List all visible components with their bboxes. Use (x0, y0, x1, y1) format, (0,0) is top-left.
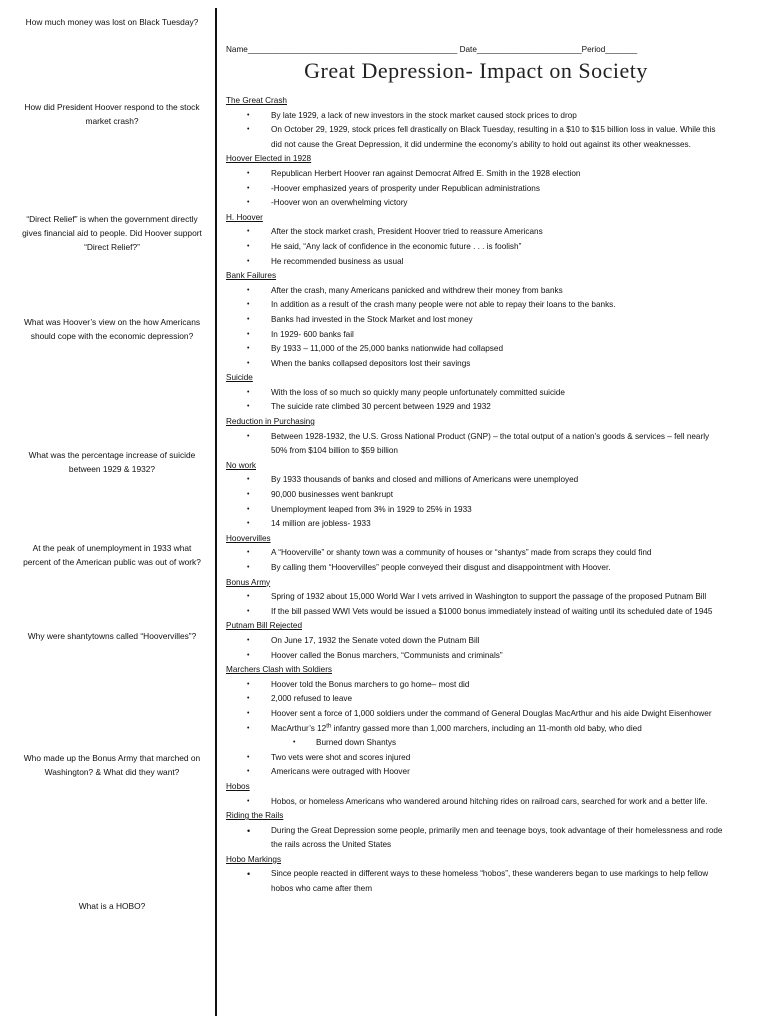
list-item: • By 1933 – 11,000 of the 25,000 banks nationwide had collapsed (226, 342, 726, 357)
questions-column (0, 0, 214, 1024)
list-item: • When the banks collapsed depositors lost their savings (226, 357, 726, 372)
section-riding-rails (226, 809, 726, 853)
section-heading: Putnam Bill Rejected (226, 621, 302, 631)
list-item: • Two vets were shot and scores injured (226, 751, 726, 766)
bullet-icon: • (247, 359, 250, 367)
section-heading: Reduction in Purchasing (226, 417, 315, 427)
bullet-icon: • (247, 680, 250, 688)
bullet-icon: • (247, 301, 250, 309)
section-heading: No work (226, 460, 257, 470)
bullet-icon: • (247, 869, 251, 880)
bullet-icon: • (247, 476, 250, 484)
bullet-icon: • (247, 126, 250, 134)
list-item: • Banks had invested in the Stock Market and lost money (226, 313, 726, 328)
list-item: • On June 17, 1932 the Senate voted down the Putnam Bill (226, 634, 726, 649)
question-4: What was Hoover’s view on the how Americans should cope with the economic depression? (23, 317, 201, 341)
section-hoovervilles (226, 532, 726, 576)
list-item: • In 1929- 600 banks fail (226, 328, 726, 343)
section-heading: H. Hoover (226, 212, 263, 222)
list-item: • Spring of 1932 about 15,000 World War I vets arrived in Washington to support the passage of the proposed Putnam Bill (226, 590, 726, 605)
sub-list-item: • Burned down Shantys (226, 736, 726, 751)
list-item: • -Hoover won an overwhelming victory (226, 196, 726, 211)
bullet-icon: • (247, 651, 250, 659)
macarthur-text: MacArthur’s 12th infantry gassed more than 1,000 marchers, including an 11-month old baby, who died (271, 722, 642, 733)
bullet-icon: • (247, 184, 250, 192)
section-heading: Riding the Rails (226, 811, 284, 821)
question-9: What is a HOBO? (78, 901, 146, 911)
section-hoover-elected (226, 152, 726, 210)
list-item: • 14 million are jobless- 1933 (226, 517, 726, 532)
list-item: • -Hoover emphasized years of prosperity under Republican administrations (226, 182, 726, 197)
section-marchers-clash (226, 663, 726, 780)
bullet-icon: • (247, 242, 250, 250)
page-title: Great Depression- Impact on Society (304, 58, 648, 83)
list-item: • Hoover sent a force of 1,000 soldiers under the command of General Douglas MacArthur and his aide Dwight Eisenhower (226, 707, 726, 722)
question-6: At the peak of unemployment in 1933 what percent of the American public was out of work? (23, 543, 201, 567)
section-great-crash (226, 94, 726, 152)
bullet-icon: • (293, 739, 296, 747)
date-blank[interactable]: _______________________ (476, 45, 582, 54)
list-item: • After the stock market crash, President Hoover tried to reassure Americans (226, 225, 726, 240)
bullet-icon: • (247, 345, 250, 353)
question-2: How did President Hoover respond to the stock market crash? (24, 102, 200, 126)
bullet-icon: • (247, 199, 250, 207)
name-label: Name (226, 45, 248, 54)
bullet-icon: • (247, 825, 251, 836)
period-blank[interactable]: _______ (605, 45, 638, 54)
section-heading: The Great Crash (226, 96, 287, 105)
section-bank-failures (226, 269, 726, 371)
section-heading: Hoovervilles (226, 533, 271, 543)
bullet-icon: • (247, 505, 250, 513)
student-info-line (226, 45, 726, 54)
bullet-icon: • (247, 403, 250, 411)
list-item: • By 1933 thousands of banks and closed and millions of Americans were unemployed (226, 473, 726, 488)
bullet-icon: • (247, 286, 250, 294)
bullet-icon: • (247, 257, 250, 265)
list-item: • Between 1928-1932, the U.S. Gross National Product (GNP) – the total output of a nation’s goods & services – fell nearly 50% from $104 billion to $59 billion (247, 431, 710, 456)
section-bonus-army (226, 576, 726, 620)
column-divider (215, 8, 217, 1016)
question-1: How much money was lost on Black Tuesday? (25, 17, 199, 27)
list-item: • On October 29, 1929, stock prices fell drastically on Black Tuesday, resulting in a $10 to $15 billion loss in value. While this did not cause the Great Depression, it did undermine the economy’s ability to hold out against its other weaknesses. (247, 125, 716, 149)
list-item: • Hoover told the Bonus marchers to go home– most did (226, 678, 726, 693)
bullet-icon: • (247, 520, 250, 528)
question-5: What was the percentage increase of suicide between 1929 & 1932? (28, 450, 196, 474)
bullet-icon: • (247, 709, 250, 717)
list-item: • Americans were outraged with Hoover (226, 765, 726, 780)
bullet-icon: • (247, 724, 250, 732)
list-item: • He recommended business as usual (226, 255, 726, 270)
bullet-icon: • (247, 169, 250, 177)
section-putnam-bill-rejected (226, 619, 726, 663)
list-item: • 90,000 businesses went bankrupt (226, 488, 726, 503)
section-heading: Suicide (226, 373, 253, 383)
list-item: • During the Great Depression some people, primarily men and teenage boys, took advantage of their homelessness and rode the rails across the United States (247, 825, 723, 850)
question-3: “Direct Relief” is when the government directly gives financial aid to people. Did Hoover support “Direct Relief?” (22, 214, 202, 252)
bullet-icon: • (247, 797, 250, 805)
bullet-icon: • (247, 695, 250, 703)
list-item: • After the crash, many Americans panicked and withdrew their money from banks (226, 284, 726, 299)
list-item: • He said, “Any lack of confidence in the economic future . . . is foolish” (226, 240, 726, 255)
date-label: Date (459, 45, 477, 54)
bullet-icon: • (247, 768, 250, 776)
bullet-icon: • (247, 388, 250, 396)
bullet-icon: • (247, 330, 250, 338)
period-label: Period (581, 45, 606, 54)
question-7: Why were shantytowns called “Hoovervilles”? (27, 631, 197, 641)
section-hobo-markings (226, 853, 726, 897)
list-item: • The suicide rate climbed 30 percent between 1929 and 1932 (226, 400, 726, 415)
bullet-icon: • (247, 491, 250, 499)
section-heading: Bonus Army (226, 577, 271, 587)
list-item: • Unemployment leaped from 3% in 1929 to 25% in 1933 (226, 503, 726, 518)
section-heading: Hoover Elected in 1928 (226, 154, 312, 164)
section-heading: Hobo Markings (226, 854, 282, 864)
bullet-icon: • (247, 593, 250, 601)
section-no-work (226, 459, 726, 532)
notes-content (226, 94, 726, 897)
list-item: • A “Hooverville” or shanty town was a community of houses or “shantys” made from scraps they could find (226, 546, 726, 561)
bullet-icon: • (247, 111, 250, 119)
bullet-icon: • (247, 315, 250, 323)
list-item: • Hobos, or homeless Americans who wandered around hitching rides on railroad cars, searched for work and a better life. (226, 795, 726, 810)
bullet-icon: • (247, 753, 250, 761)
list-item: • Hoover called the Bonus marchers, “Communists and criminals” (226, 649, 726, 664)
bullet-icon: • (247, 549, 250, 557)
list-item: • Since people reacted in different ways to these homeless “hobos”, these wanderers began to use markings to help fellow hobos who came after them (247, 869, 709, 894)
bullet-icon: • (247, 432, 250, 440)
list-item: • With the loss of so much so quickly many people unfortunately committed suicide (226, 386, 726, 401)
section-heading: Marchers Clash with Soldiers (226, 665, 333, 675)
bullet-icon: • (247, 564, 250, 571)
bullet-icon: • (247, 607, 250, 615)
list-item: • In addition as a result of the crash many people were not able to repay their loans to the banks. (226, 298, 726, 313)
list-item: • By late 1929, a lack of new investors in the stock market caused stock prices to drop (226, 109, 726, 124)
list-item (226, 722, 726, 737)
list-item: • By calling them “Hoovervilles” people conveyed their disgust and disappointment with Hoover. (226, 561, 726, 576)
section-reduction-purchasing (226, 415, 726, 459)
bullet-icon: • (247, 636, 250, 644)
section-hobos (226, 780, 726, 809)
list-item: • Republican Herbert Hoover ran against Democrat Alfred E. Smith in the 1928 election (226, 167, 726, 182)
list-item: • 2,000 refused to leave (226, 692, 726, 707)
list-item: • If the bill passed WWI Vets would be issued a $1000 bonus immediately instead of waiting until its scheduled date of 1945 (226, 605, 726, 620)
bullet-icon: • (247, 228, 250, 236)
section-h-hoover (226, 211, 726, 269)
name-blank[interactable]: ______________________________________________ (247, 45, 458, 54)
section-heading: Bank Failures (226, 271, 277, 281)
question-8: Who made up the Bonus Army that marched on Washington? & What did they want? (23, 753, 201, 777)
section-heading: Hobos (226, 781, 250, 791)
section-suicide (226, 371, 726, 415)
